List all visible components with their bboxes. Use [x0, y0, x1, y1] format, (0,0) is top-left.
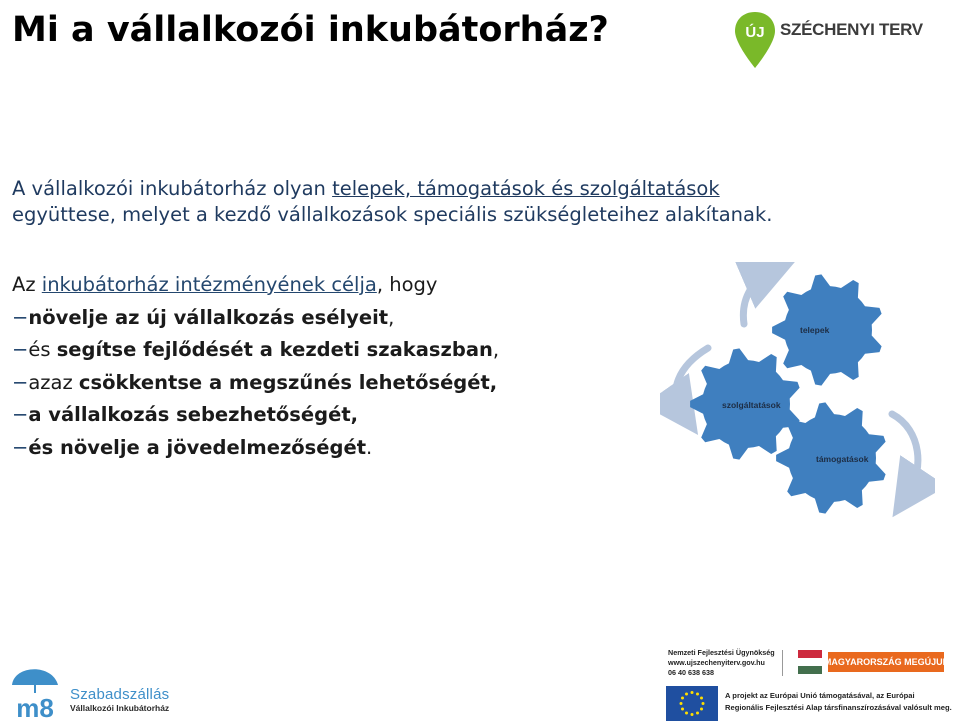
eu-star-icon — [691, 691, 694, 694]
intro-paragraph — [12, 176, 872, 228]
gear-label-tamogatasok: támogatások — [816, 454, 869, 464]
eu-star-icon — [702, 702, 705, 705]
m8-name: Szabadszállás — [70, 686, 170, 703]
eu-star-icon — [696, 693, 699, 696]
page-title: Mi a vállalkozói inkubátorház? — [12, 10, 609, 50]
eu-star-icon — [681, 697, 684, 700]
eu-credits: A projekt az Európai Unió támogatásával, az Európai Regionális Fejlesztési Alap társfinanszírozásával valósult meg. — [725, 691, 952, 712]
goal-heading — [12, 269, 652, 302]
goal-block — [12, 269, 652, 464]
goal-item: −azaz csökkentse a megszűnés lehetőségét, — [12, 370, 498, 394]
eu-star-icon — [696, 712, 699, 715]
eu-star-icon — [691, 713, 694, 716]
arrow-top — [743, 272, 770, 324]
gear-label-telepek: telepek — [800, 325, 830, 335]
goal-link[interactable]: inkubátorház intézményének célja — [41, 273, 377, 296]
nfu-credits: Nemzeti Fejlesztési Ügynökség www.ujszechenyiterv.gov.hu 06 40 638 638 — [668, 648, 775, 677]
goal-item: −és segítse fejlődését a kezdeti szakaszban, — [12, 338, 500, 361]
eu-star-icon — [680, 702, 683, 705]
szechenyi-terv-logo — [733, 8, 943, 74]
hungarian-flag-icon — [798, 650, 822, 674]
svg-text:m8: m8 — [16, 693, 54, 723]
gears-svg — [660, 262, 935, 522]
m8-subtitle: Vállalkozói Inkubátorház — [70, 703, 170, 713]
goal-item: −és növelje a jövedelmezőségét. — [12, 435, 373, 459]
goal-prefix: Az — [12, 273, 42, 296]
intro-text-1: A vállalkozói inkubátorház olyan — [12, 177, 333, 200]
szechenyi-badge-text: ÚJ — [745, 24, 765, 41]
eu-star-icon — [700, 697, 703, 700]
eu-star-icon — [681, 708, 684, 711]
gear-label-szolgaltatasok: szolgáltatások — [722, 400, 781, 410]
eu-star-icon — [685, 693, 688, 696]
nfu-website-link[interactable]: www.ujszechenyiterv.gov.hu — [668, 658, 765, 667]
szechenyi-terv-text: SZÉCHENYI TERV — [780, 20, 923, 39]
divider — [782, 650, 783, 676]
goal-item: −növelje az új vállalkozás esélyeit, — [12, 305, 395, 329]
intro-link[interactable]: telepek, támogatások és szolgáltatások — [332, 177, 720, 200]
eu-flag-icon — [666, 686, 718, 721]
eu-star-icon — [685, 712, 688, 715]
goal-item: −a vállalkozás sebezhetőségét, — [12, 403, 359, 426]
intro-text-2: együttese, melyet a kezdő vállalkozások speciális szükségleteihez alakítanak. — [12, 203, 773, 226]
eu-star-icon — [700, 708, 703, 711]
goal-suffix: , hogy — [376, 273, 438, 296]
gears-diagram — [660, 262, 935, 522]
umbrella-icon — [12, 669, 58, 685]
arrow-right — [892, 414, 918, 494]
magyarorszag-megujul-banner: MAGYARORSZÁG MEGÚJUL — [828, 652, 944, 672]
